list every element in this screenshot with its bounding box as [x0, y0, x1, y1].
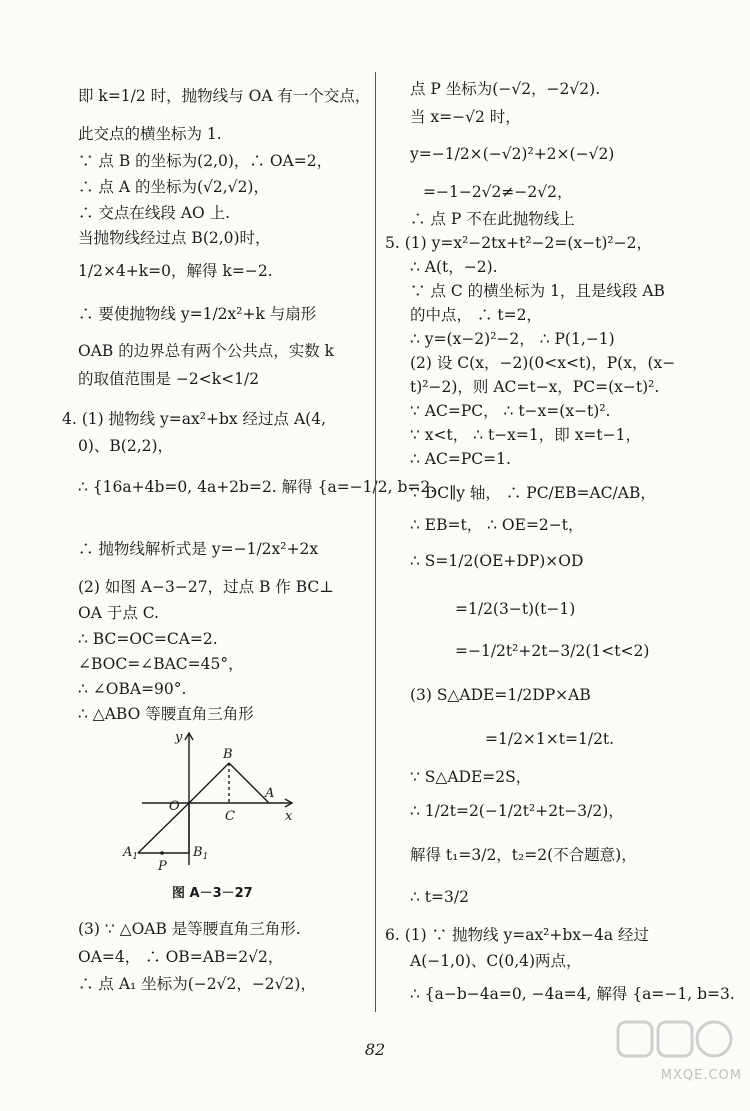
text-line: ∴ S=1/2(OE+DP)×OD — [410, 552, 584, 570]
text-line: ∴ 交点在线段 AO 上. — [78, 204, 231, 222]
text-line: ∴ A(t，−2). — [410, 258, 498, 276]
text-line: 的中点， ∴ t=2， — [410, 306, 542, 324]
text-line: ∴ {a−b−4a=0, −4a=4, 解得 {a=−1, b=3. — [410, 985, 735, 1003]
label-A: A — [265, 786, 275, 801]
text-line: ∵ S△ADE=2S， — [410, 768, 532, 786]
point-P — [160, 851, 164, 855]
text-line: 5. (1) y=x²−2tx+t²−2=(x−t)²−2， — [385, 234, 652, 252]
text-line: 点 P 坐标为(−√2，−2√2). — [410, 80, 601, 98]
geometry-figure — [117, 725, 362, 870]
label-B1 — [192, 845, 208, 862]
label-B1-subscript: 1 — [202, 852, 209, 862]
text-line: A(−1,0)、C(0,4)两点， — [410, 952, 582, 970]
text-line: 解得 t₁=3/2，t₂=2(不合题意)， — [410, 846, 637, 864]
text-line: (3) S△ADE=1/2DP×AB — [410, 686, 591, 704]
text-line: 6. (1) ∵ 抛物线 y=ax²+bx−4a 经过 — [385, 926, 650, 944]
text-line: 1/2×4+k=0，解得 k=−2. — [78, 262, 273, 280]
text-line: ∴ △ABO 等腰直角三角形 — [78, 705, 254, 723]
text-line: ∴ 点 A 的坐标为(√2,√2)， — [78, 178, 269, 196]
text-line: ∴ BC=OC=CA=2. — [78, 630, 218, 648]
watermark-text: MXQE.COM — [660, 1068, 742, 1083]
label-y: y — [175, 730, 183, 745]
segment-OB — [189, 763, 229, 803]
label-B1-letter: B — [193, 845, 203, 860]
text-line: y=−1/2×(−√2)²+2×(−√2) — [410, 145, 615, 163]
text-line: ∴ 1/2t=2(−1/2t²+2t−3/2)， — [410, 802, 624, 820]
text-line: OAB 的边界总有两个公共点，实数 k — [78, 342, 335, 360]
label-P: P — [158, 859, 167, 870]
text-line: 即 k=1/2 时，抛物线与 OA 有一个交点， — [78, 87, 371, 105]
text-line: ∵ AC=PC， ∴ t−x=(x−t)². — [410, 402, 611, 420]
figure-caption: 图 A－3－27 — [172, 886, 253, 901]
text-line: ∴ {16a+4b=0, 4a+2b=2. 解得 {a=−1/2, b=2. — [78, 478, 436, 496]
text-line: ∵ 点 B 的坐标为(2,0)，∴ OA=2， — [78, 152, 333, 170]
text-line: 当抛物线经过点 B(2,0)时， — [78, 229, 271, 247]
text-line: ∵ 点 C 的横坐标为 1，且是线段 AB — [410, 282, 665, 300]
text-line: 4. (1) 抛物线 y=ax²+bx 经过点 A(4, — [62, 410, 326, 428]
label-C: C — [225, 809, 235, 824]
text-line: =−1/2t²+2t−3/2(1<t<2) — [455, 642, 650, 660]
text-line: ∵ x<t， ∴ t−x=1，即 x=t−1， — [410, 426, 642, 444]
text-line: 此交点的横坐标为 1. — [78, 125, 222, 143]
text-line: (3) ∵ △OAB 是等腰直角三角形. — [78, 920, 301, 938]
page-number: 82 — [364, 1040, 386, 1059]
text-line: t)²−2)，则 AC=t−x，PC=(x−t)². — [410, 378, 660, 396]
text-line: ∴ EB=t， ∴ OE=2−t， — [410, 516, 584, 534]
text-line: =1/2(3−t)(t−1) — [455, 600, 576, 618]
label-A1-subscript: 1 — [132, 852, 139, 862]
segment-BA — [229, 763, 269, 803]
label-O: O — [169, 799, 180, 814]
text-line: (2) 如图 A−3−27，过点 B 作 BC⊥ — [78, 578, 334, 596]
text-line: (2) 设 C(x，−2)(0<x<t)，P(x，(x− — [410, 354, 676, 372]
text-line: OA=4， ∴ OB=AB=2√2， — [78, 948, 284, 966]
text-line: ∴ 要使抛物线 y=1/2x²+k 与扇形 — [78, 305, 317, 323]
text-line: ∵ DC∥y 轴， ∴ PC/EB=AC/AB， — [410, 484, 656, 502]
text-line: ∠BOC=∠BAC=45°， — [78, 655, 244, 673]
segment-A1O — [138, 803, 189, 853]
text-line: ∴ ∠OBA=90°. — [78, 680, 187, 698]
text-line: 当 x=−√2 时， — [410, 108, 521, 126]
text-line: ∴ 点 A₁ 坐标为(−2√2，−2√2)， — [78, 975, 316, 993]
text-line: ∴ 点 P 不在此抛物线上 — [410, 210, 575, 228]
label-A1-letter: A — [123, 845, 133, 860]
text-line: ∴ t=3/2 — [410, 888, 469, 906]
label-x: x — [285, 809, 293, 824]
text-line: =1/2×1×t=1/2t. — [485, 730, 615, 748]
text-line: 0)、B(2,2)， — [78, 437, 174, 455]
column-divider — [375, 72, 376, 1012]
text-line: ∴ 抛物线解析式是 y=−1/2x²+2x — [78, 540, 319, 558]
watermark-logo-icon — [616, 1018, 736, 1062]
text-line: ∴ y=(x−2)²−2， ∴ P(1,−1) — [410, 330, 615, 348]
text-line: OA 于点 C. — [78, 604, 159, 622]
text-line: ∴ AC=PC=1. — [410, 450, 511, 468]
label-A1 — [122, 845, 138, 862]
text-line: =−1−2√2≠−2√2， — [423, 183, 573, 201]
label-B: B — [223, 747, 233, 762]
text-line: 的取值范围是 −2<k<1/2 — [78, 370, 260, 388]
